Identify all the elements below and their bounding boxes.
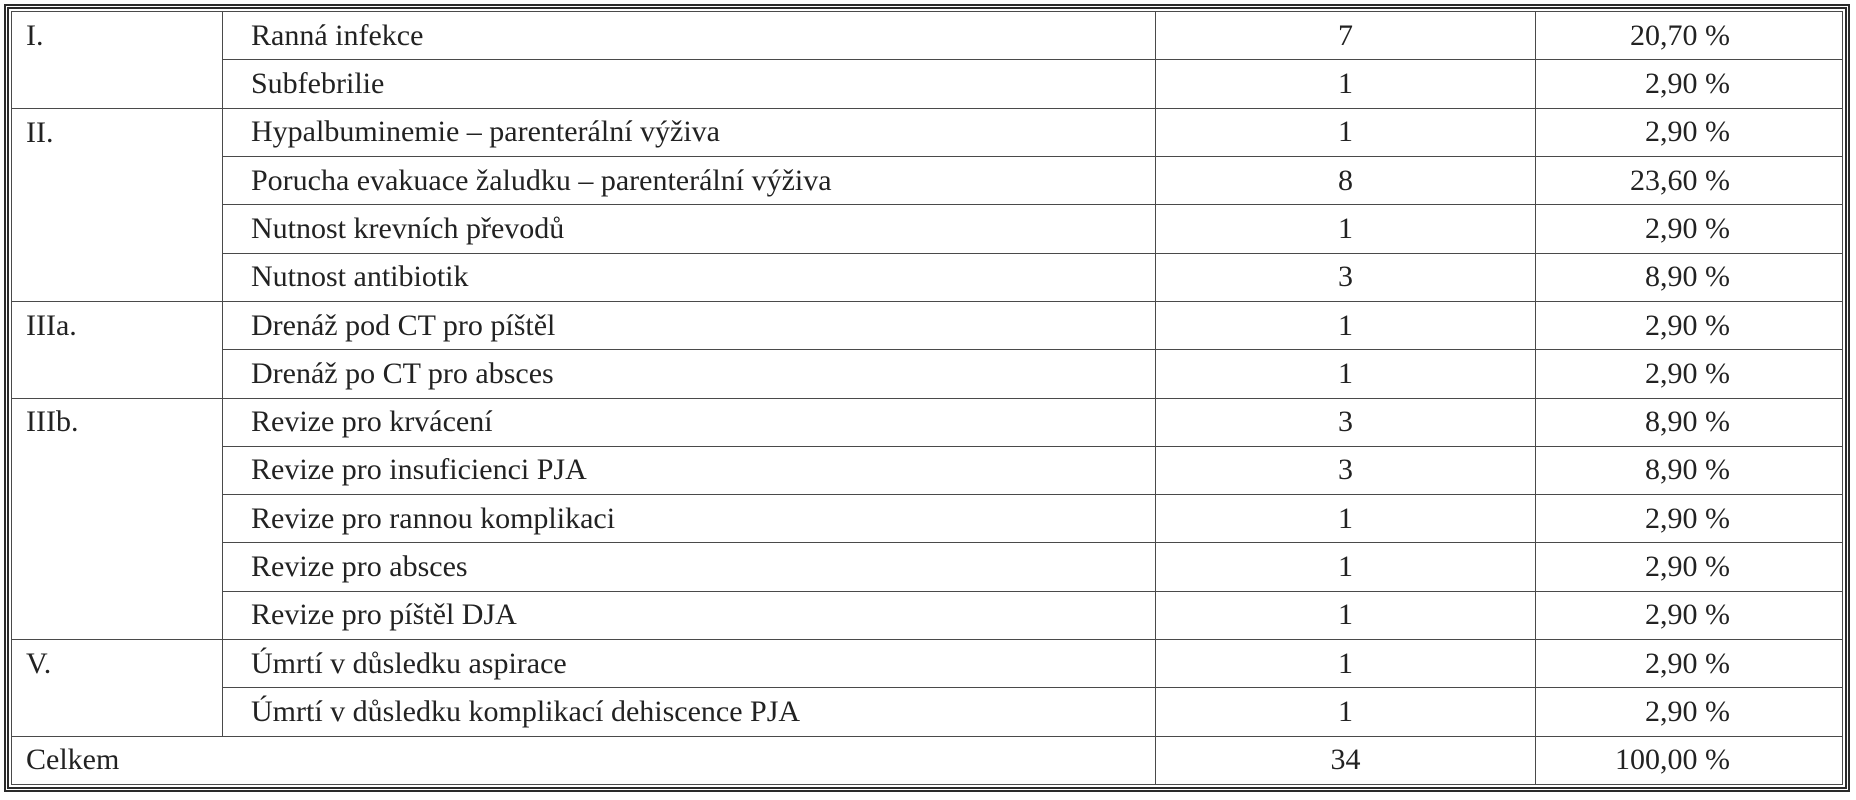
- total-row: [12, 736, 1843, 784]
- table-row: [12, 688, 1843, 736]
- grade-cell: I.: [12, 12, 223, 60]
- grade-cell: [12, 156, 223, 204]
- count-cell: 1: [1156, 301, 1536, 349]
- count-cell: 3: [1156, 253, 1536, 301]
- count-cell: 3: [1156, 398, 1536, 446]
- total-count: 34: [1156, 736, 1536, 784]
- percent-cell: 2,90 %: [1536, 60, 1843, 108]
- complication-cell: Drenáž pod CT pro píštěl: [223, 301, 1156, 349]
- complication-cell: Porucha evakuace žaludku – parenterální výživa: [223, 156, 1156, 204]
- table-row: [12, 495, 1843, 543]
- table-row: [12, 108, 1843, 156]
- count-cell: 1: [1156, 640, 1536, 688]
- percent-cell: 8,90 %: [1536, 253, 1843, 301]
- complication-cell: Nutnost antibiotik: [223, 253, 1156, 301]
- grade-cell: [12, 60, 223, 108]
- complication-cell: Revize pro absces: [223, 543, 1156, 591]
- complication-cell: Ranná infekce: [223, 12, 1156, 60]
- grade-cell: [12, 446, 223, 494]
- complication-cell: Revize pro krvácení: [223, 398, 1156, 446]
- percent-cell: 2,90 %: [1536, 543, 1843, 591]
- complication-cell: Revize pro píštěl DJA: [223, 591, 1156, 639]
- grade-cell: IIIa.: [12, 301, 223, 349]
- grade-cell: V.: [12, 640, 223, 688]
- total-percent: 100,00 %: [1536, 736, 1843, 784]
- table-row: [12, 60, 1843, 108]
- complication-cell: Hypalbuminemie – parenterální výživa: [223, 108, 1156, 156]
- complication-cell: Revize pro rannou komplikaci: [223, 495, 1156, 543]
- percent-cell: 2,90 %: [1536, 688, 1843, 736]
- grade-cell: [12, 350, 223, 398]
- table-row: [12, 205, 1843, 253]
- table-frame: [4, 4, 1850, 792]
- complication-cell: Nutnost krevních převodů: [223, 205, 1156, 253]
- percent-cell: 2,90 %: [1536, 108, 1843, 156]
- table-body: [12, 12, 1843, 785]
- count-cell: 1: [1156, 688, 1536, 736]
- grade-cell: [12, 543, 223, 591]
- total-label: Celkem: [12, 736, 1156, 784]
- complication-cell: Subfebrilie: [223, 60, 1156, 108]
- percent-cell: 2,90 %: [1536, 350, 1843, 398]
- count-cell: 1: [1156, 108, 1536, 156]
- count-cell: 1: [1156, 495, 1536, 543]
- complications-table: [11, 11, 1843, 785]
- percent-cell: 23,60 %: [1536, 156, 1843, 204]
- table-row: [12, 543, 1843, 591]
- table-row: [12, 12, 1843, 60]
- grade-cell: [12, 253, 223, 301]
- grade-cell: IIIb.: [12, 398, 223, 446]
- complication-cell: Drenáž po CT pro absces: [223, 350, 1156, 398]
- complication-cell: Úmrtí v důsledku komplikací dehiscence PJA: [223, 688, 1156, 736]
- count-cell: 1: [1156, 60, 1536, 108]
- percent-cell: 2,90 %: [1536, 591, 1843, 639]
- grade-cell: [12, 495, 223, 543]
- grade-cell: [12, 688, 223, 736]
- table-row: [12, 398, 1843, 446]
- count-cell: 1: [1156, 591, 1536, 639]
- count-cell: 3: [1156, 446, 1536, 494]
- grade-cell: [12, 205, 223, 253]
- percent-cell: 20,70 %: [1536, 12, 1843, 60]
- table-row: [12, 301, 1843, 349]
- table-row: [12, 156, 1843, 204]
- complication-cell: Revize pro insuficienci PJA: [223, 446, 1156, 494]
- count-cell: 7: [1156, 12, 1536, 60]
- count-cell: 1: [1156, 350, 1536, 398]
- percent-cell: 2,90 %: [1536, 640, 1843, 688]
- percent-cell: 2,90 %: [1536, 495, 1843, 543]
- grade-cell: II.: [12, 108, 223, 156]
- table-row: [12, 350, 1843, 398]
- count-cell: 8: [1156, 156, 1536, 204]
- table-row: [12, 591, 1843, 639]
- table-row: [12, 446, 1843, 494]
- percent-cell: 2,90 %: [1536, 205, 1843, 253]
- table-row: [12, 640, 1843, 688]
- complication-cell: Úmrtí v důsledku aspirace: [223, 640, 1156, 688]
- percent-cell: 8,90 %: [1536, 446, 1843, 494]
- table-row: [12, 253, 1843, 301]
- grade-cell: [12, 591, 223, 639]
- count-cell: 1: [1156, 205, 1536, 253]
- percent-cell: 8,90 %: [1536, 398, 1843, 446]
- percent-cell: 2,90 %: [1536, 301, 1843, 349]
- count-cell: 1: [1156, 543, 1536, 591]
